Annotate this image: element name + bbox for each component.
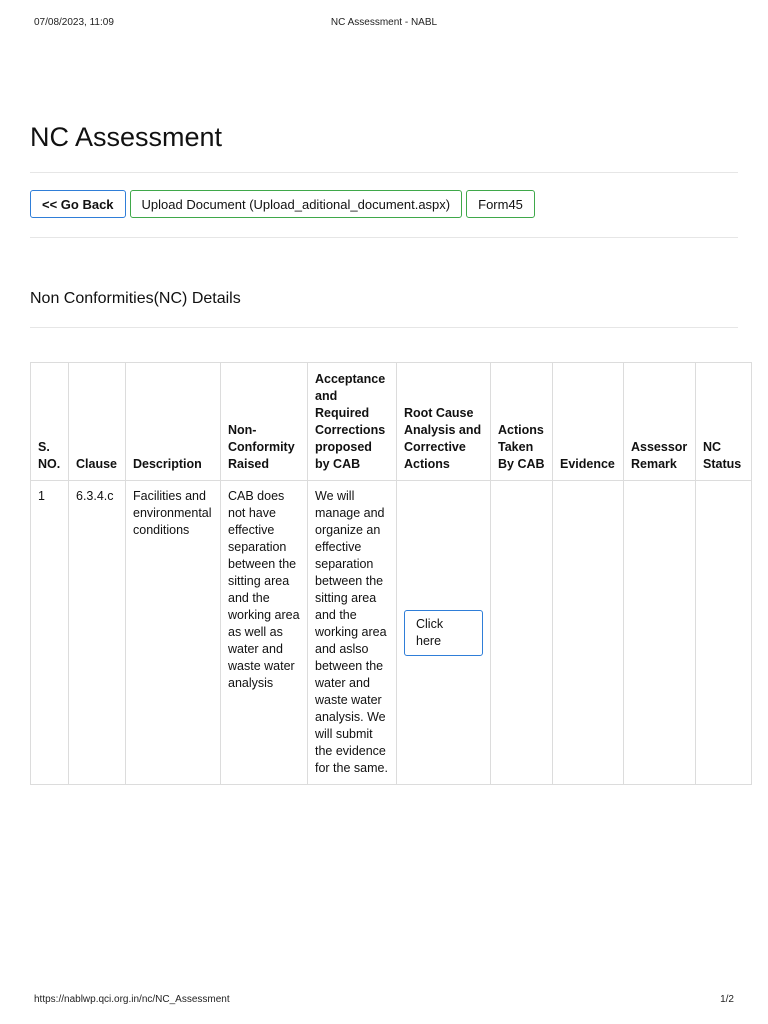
upload-document-button[interactable]: Upload Document (Upload_aditional_document.aspx) xyxy=(130,190,463,218)
column-header-nc-raised: Non-Conformity Raised xyxy=(221,363,308,481)
cell-clause: 6.3.4.c xyxy=(69,481,126,785)
cell-description: Facilities and environmental conditions xyxy=(126,481,221,785)
column-header-acceptance: Acceptance and Required Corrections proposed by CAB xyxy=(308,363,397,481)
print-title: NC Assessment - NABL xyxy=(330,17,438,28)
print-header xyxy=(34,17,734,28)
column-header-evidence: Evidence xyxy=(553,363,624,481)
cell-nc-status xyxy=(696,481,752,785)
root-cause-click-here-button[interactable]: Click here xyxy=(404,610,483,656)
divider xyxy=(30,237,738,238)
cell-root-cause xyxy=(397,481,491,785)
page-title: NC Assessment xyxy=(30,122,223,152)
toolbar xyxy=(30,190,535,218)
column-header-actions-taken: Actions Taken By CAB xyxy=(491,363,553,481)
column-header-assessor-remark: Assessor Remark xyxy=(624,363,696,481)
cell-assessor-remark xyxy=(624,481,696,785)
form45-button[interactable]: Form45 xyxy=(466,190,535,218)
cell-sno: 1 xyxy=(31,481,69,785)
divider xyxy=(30,172,738,173)
print-page-number: 1/2 xyxy=(720,994,734,1005)
column-header-description: Description xyxy=(126,363,221,481)
column-header-root-cause: Root Cause Analysis and Corrective Actions xyxy=(397,363,491,481)
cell-evidence xyxy=(553,481,624,785)
column-header-nc-status: NC Status xyxy=(696,363,752,481)
cell-nc-raised: CAB does not have effective separation between the sitting area and the working area as well as water and waste water analysis xyxy=(221,481,308,785)
cell-actions-taken xyxy=(491,481,553,785)
divider xyxy=(30,327,738,328)
table-row xyxy=(31,481,752,785)
section-title: Non Conformities(NC) Details xyxy=(30,290,241,307)
nc-details-table xyxy=(30,362,752,785)
cell-acceptance: We will manage and organize an effective separation between the sitting area and the working area and aslso between the water and waste water analysis. We will submit the evidence for the same. xyxy=(308,481,397,785)
print-url: https://nablwp.qci.org.in/nc/NC_Assessment xyxy=(34,994,230,1005)
print-datetime: 07/08/2023, 11:09 xyxy=(34,17,114,28)
print-footer xyxy=(34,994,734,1005)
table-header-row xyxy=(31,363,752,481)
go-back-button[interactable]: << Go Back xyxy=(30,190,126,218)
column-header-clause: Clause xyxy=(69,363,126,481)
column-header-sno: S. NO. xyxy=(31,363,69,481)
